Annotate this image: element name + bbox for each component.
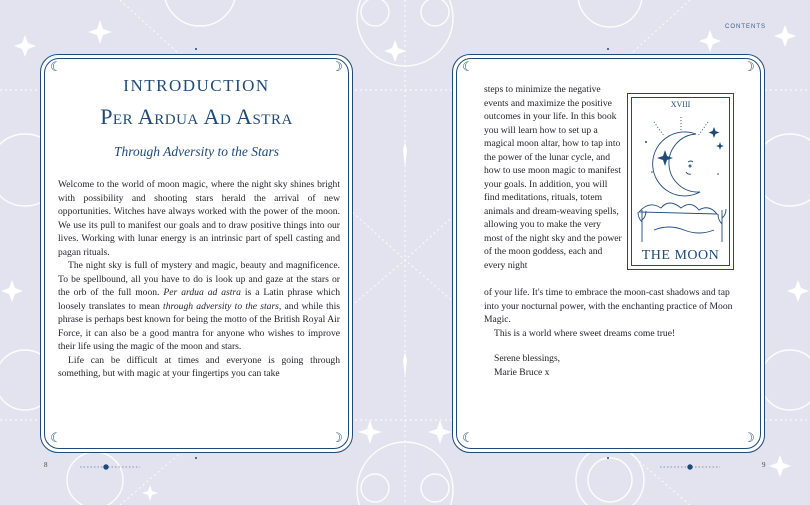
- left-page-panel: [40, 54, 353, 453]
- page-title: Per Ardua Ad Astra: [100, 104, 293, 129]
- moon-face-icon: [634, 112, 729, 242]
- wrapped-text: steps to minimize the negative events and maximize the positive outcomes in your life. In this book you will learn how to set up a magical moon altar, how to tap into the power of the lunar cycle, and how to use moon magic to manifest your goals. In addition, you will find meditations, rituals, totem animals and dream-weaving spells, allowing you to make the very most of the night sky and the power of the moon goddess, each and every night: [484, 84, 622, 271]
- section-heading: INTRODUCTION: [123, 76, 270, 95]
- crescent-moon-icon: ☽: [331, 60, 343, 75]
- tarot-name: THE MOON: [641, 248, 720, 263]
- contents-link[interactable]: CONTENTS: [725, 24, 766, 30]
- page-number-left: 8: [44, 461, 48, 469]
- crescent-moon-icon: ☽: [331, 431, 343, 446]
- crescent-moon-icon: ☾: [462, 431, 474, 446]
- tarot-number: XVIII: [670, 100, 691, 109]
- crescent-moon-icon: ☾: [50, 60, 62, 75]
- crescent-moon-icon: ☾: [462, 60, 474, 75]
- crescent-moon-icon: ☾: [50, 431, 62, 446]
- page-number-right: 9: [762, 461, 766, 469]
- signoff: Serene blessings,: [494, 353, 561, 364]
- page-subtitle: Through Adversity to the Stars: [114, 144, 279, 159]
- tarot-card: [627, 93, 734, 270]
- right-page-panel: [452, 54, 765, 453]
- crescent-moon-icon: ☽: [743, 431, 755, 446]
- paragraph: Welcome to the world of moon magic, where the night sky shines bright with possibility and shooting stars herald the arrival of new opportunities. Witches have always worked with the power of the moon. We use its pull to manifest our goals and to draw positive things into our lives. Working with lunar energy is an intrinsic part of spell casting and pagan rituals.: [58, 179, 340, 258]
- body-text: [484, 286, 744, 379]
- body-text: [58, 178, 340, 381]
- paragraph: Life can be difficult at times and everyone is going through something, but with magic at your fingertips you can take: [58, 354, 340, 379]
- paragraph: The night sky is full of mystery and magic, beauty and magnificence. To be spellbound, all you have to do is look up and gaze at the stars or the orb of the full moon. Per ardua ad astra is a Latin phrase which loosely translates to mean through adversity to the stars, and while this phrase is perhaps best known for being the motto of the British Royal Air Force, it can also be a good mantra for anyone who wishes to improve their life using the magic of the moon and stars.: [58, 260, 341, 352]
- crescent-moon-icon: ☽: [743, 60, 755, 75]
- author-signature: Marie Bruce x: [494, 366, 550, 378]
- paragraph: of your life. It's time to embrace the moon-cast shadows and tap into your nocturnal power, with the enchanting practice of Moon Magic.: [484, 287, 733, 325]
- paragraph: This is a world where sweet dreams come true!: [494, 327, 676, 339]
